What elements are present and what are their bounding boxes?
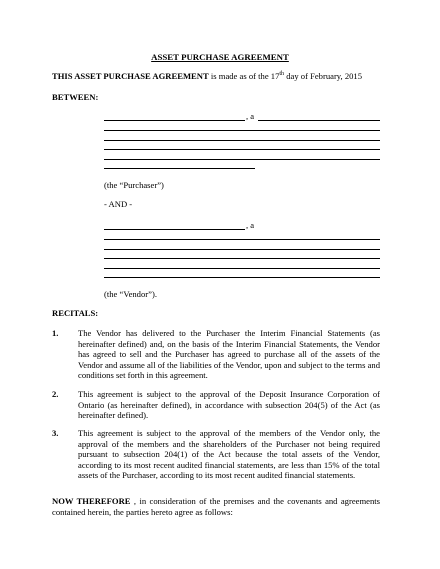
- now-therefore-lead: NOW THEREFORE: [52, 496, 131, 506]
- intro-text-a: is made as of the 17: [208, 71, 280, 81]
- party-b-address-line-3[interactable]: [104, 258, 380, 259]
- party-a-address-line-3[interactable]: [104, 149, 380, 150]
- intro-text-b: day of February, 2015: [284, 71, 363, 81]
- recital-1-text: The Vendor has delivered to the Purchaser the Interim Financial Statements (as hereinafter defined) and, on the basis of the Interim Financial Statements, the Vendor has agreed to sell and the Purchaser has agreed to purchase all of the assets of the Vendor and assume all of the liabilities of the Vendor, upon and subject to the terms and conditions set forth in this agreement.: [78, 328, 380, 381]
- party-b-address-line-1[interactable]: [104, 239, 380, 240]
- party-a-suffix: , a: [246, 111, 255, 121]
- intro-lead: THIS ASSET PURCHASE AGREEMENT: [52, 71, 209, 81]
- purchaser-label: (the “Purchaser”): [104, 180, 164, 190]
- recitals-heading: RECITALS:: [52, 308, 99, 318]
- party-a-name-line[interactable]: [104, 120, 245, 121]
- between-heading: BETWEEN:: [52, 92, 99, 102]
- recital-1-number: 1.: [52, 328, 59, 338]
- party-a-address-line-1[interactable]: [104, 130, 380, 131]
- party-a-address-line-5[interactable]: [104, 168, 255, 169]
- intro-sup: th: [279, 71, 285, 77]
- now-therefore-paragraph: [52, 496, 380, 517]
- recital-2-text: This agreement is subject to the approval of the Deposit Insurance Corporation of Ontario (as hereinafter defined), in accordance with subsection 204(5) of the Act (as hereinafter defined).: [78, 389, 380, 421]
- document-title: ASSET PURCHASE AGREEMENT: [151, 52, 289, 62]
- party-b-suffix: , a: [246, 220, 255, 230]
- party-b-name-line[interactable]: [104, 229, 245, 230]
- recital-2-number: 2.: [52, 389, 59, 399]
- intro-line: [52, 69, 362, 82]
- party-a-address-line-4[interactable]: [104, 159, 380, 160]
- now-therefore-text: , in consideration of the premises and the covenants and agreements contained herein, the parties hereto agree as follows:: [52, 496, 380, 517]
- recital-3-number: 3.: [52, 428, 59, 438]
- vendor-label: (the “Vendor”).: [104, 289, 157, 299]
- recital-3-text: This agreement is subject to the approval of the members of the Vendor only, the approval of the members and the shareholders of the Purchaser not being required pursuant to subsection 204(1) of the Act because the total assets of the Vendor, according to its most recent audited financial statements, are less than 15% of the total assets of the Purchaser, according to its most recent audited financial statements.: [78, 428, 380, 481]
- party-b-address-line-4[interactable]: [104, 268, 380, 269]
- party-a-type-line[interactable]: [258, 120, 380, 121]
- party-b-address-line-5[interactable]: [104, 277, 380, 278]
- and-label: - AND -: [104, 199, 133, 209]
- party-b-address-line-2[interactable]: [104, 249, 380, 250]
- party-a-address-line-2[interactable]: [104, 140, 380, 141]
